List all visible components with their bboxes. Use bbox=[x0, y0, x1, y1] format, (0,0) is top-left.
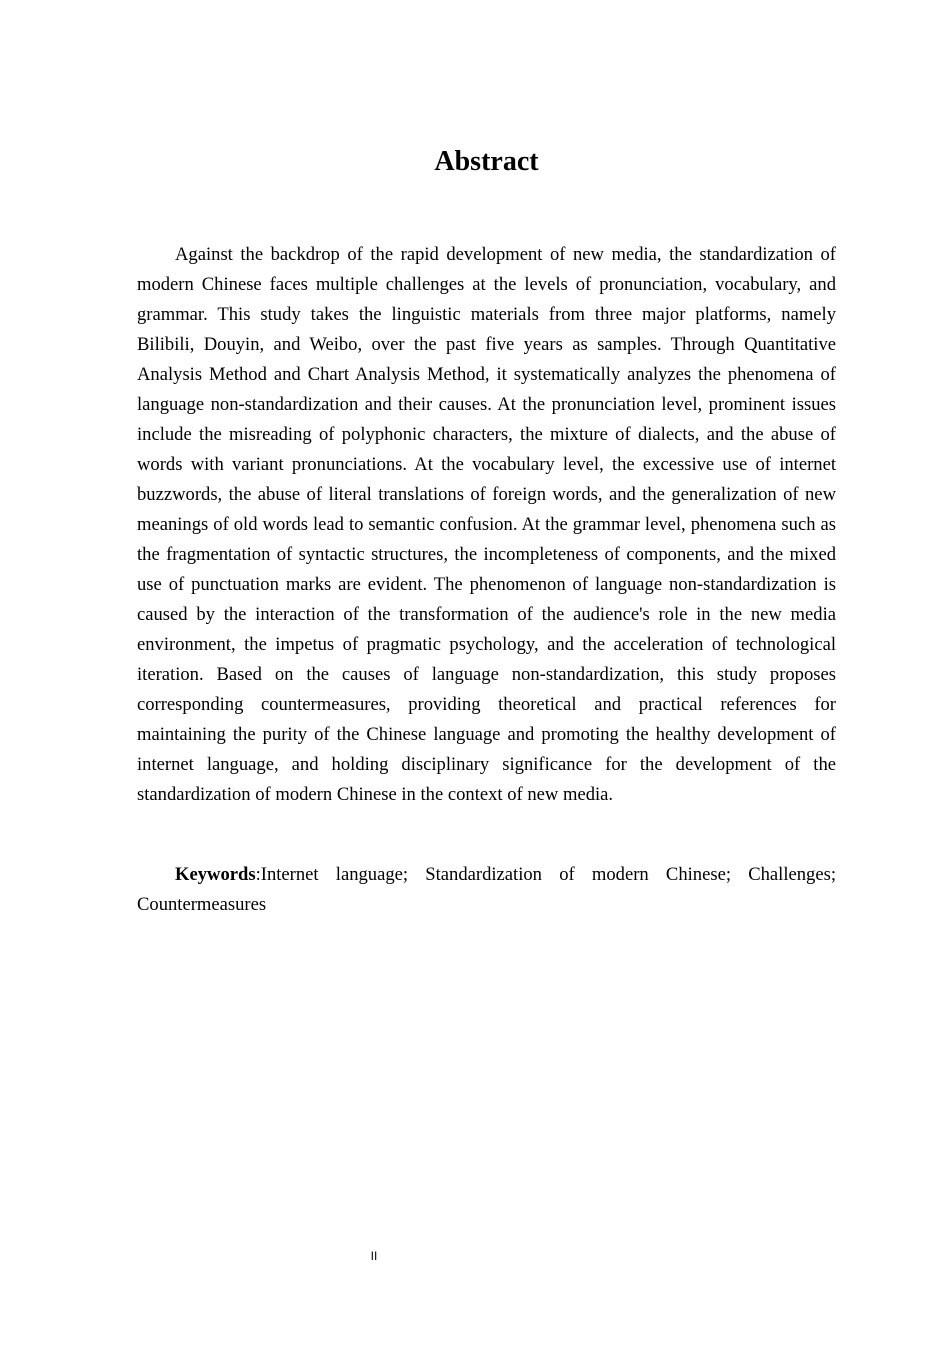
page-title: Abstract bbox=[434, 146, 539, 177]
abstract-paragraph: Against the backdrop of the rapid development of new media, the standardization of modern Chinese faces multiple challenges at the levels of pronunciation, vocabulary, and grammar. This study takes the linguistic materials from three major platforms, namely Bilibili, Douyin, and Weibo, over the past five years as samples. Through Quantitative Analysis Method and Chart Analysis Method, it systematically analyzes the phenomena of language non-standardization and their causes. At the pronunciation level, prominent issues include the misreading of polyphonic characters, the mixture of dialects, and the abuse of words with variant pronunciations. At the vocabulary level, the excessive use of internet buzzwords, the abuse of literal translations of foreign words, and the generalization of new meanings of old words lead to semantic confusion. At the grammar level, phenomena such as the fragmentation of syntactic structures, the incompleteness of components, and the mixed use of punctuation marks are evident. The phenomenon of language non-standardization is caused by the interaction of the transformation of the audience's role in the new media environment, the impetus of pragmatic psychology, and the acceleration of technological iteration. Based on the causes of language non-standardization, this study proposes corresponding countermeasures, providing theoretical and practical references for maintaining the purity of the Chinese language and promoting the healthy development of internet language, and holding disciplinary significance for the development of the standardization of modern Chinese in the context of new media. bbox=[137, 244, 836, 805]
keywords-paragraph bbox=[137, 860, 836, 920]
keywords-label: Keywords bbox=[175, 864, 256, 885]
page-number: II bbox=[370, 1249, 378, 1263]
keywords-text: Internet language; Standardization of modern Chinese; Challenges; Countermeasures bbox=[137, 864, 836, 915]
keywords-separator: : bbox=[255, 864, 261, 885]
